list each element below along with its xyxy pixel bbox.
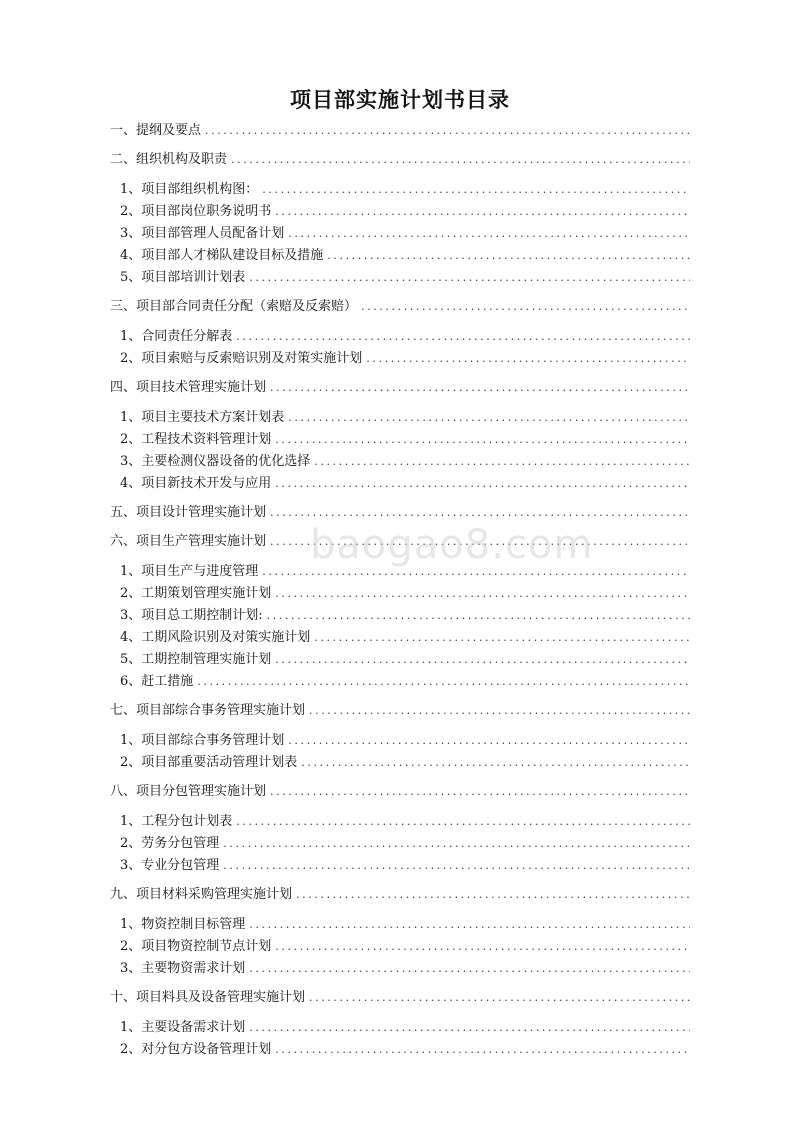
toc-entry-text: 2、工期策划管理实施计划 bbox=[120, 586, 272, 601]
toc-entry-text: 1、物资控制目标管理 bbox=[120, 917, 246, 932]
toc-entry-text: 1、主要设备需求计划 bbox=[120, 1020, 246, 1035]
toc-entry-text: 3、主要检测仪器设备的优化选择 bbox=[120, 454, 311, 469]
toc-subsection-entry bbox=[110, 223, 690, 245]
dot-leader bbox=[249, 958, 690, 980]
toc-section-entry bbox=[110, 149, 690, 171]
toc-entry-text: 2、劳务分包管理 bbox=[120, 836, 220, 851]
toc-subsection-entry bbox=[110, 179, 690, 201]
dot-leader bbox=[231, 149, 690, 171]
toc-entry-text: 六、项目生产管理实施计划 bbox=[110, 534, 267, 549]
dot-leader bbox=[309, 987, 690, 1009]
dot-leader bbox=[275, 473, 690, 495]
toc-entry-text: 1、项目主要技术方案计划表 bbox=[120, 410, 285, 425]
toc-entry-text: 2、项目索赔与反索赔识别及对策实施计划 bbox=[120, 351, 363, 366]
dot-leader bbox=[309, 700, 690, 722]
toc-section-entry bbox=[110, 987, 690, 1009]
dot-leader bbox=[270, 502, 690, 524]
dot-leader bbox=[249, 914, 690, 936]
dot-leader bbox=[236, 811, 690, 833]
toc-entry-text: 十、项目料具及设备管理实施计划 bbox=[110, 990, 306, 1005]
toc-subsection-entry bbox=[110, 267, 690, 289]
toc-entry-text: 3、项目部管理人员配备计划 bbox=[120, 226, 285, 241]
dot-leader bbox=[275, 201, 690, 223]
dot-leader bbox=[205, 120, 690, 142]
dot-leader bbox=[288, 730, 690, 752]
toc-entry-text: 五、项目设计管理实施计划 bbox=[110, 505, 267, 520]
toc-section-entry bbox=[110, 296, 690, 318]
toc-entry-text: 1、合同责任分解表 bbox=[120, 329, 233, 344]
document-title: 项目部实施计划书目录 bbox=[290, 88, 510, 112]
toc-subsection-entry bbox=[110, 605, 690, 627]
toc-subsection-entry bbox=[110, 855, 690, 877]
dot-leader bbox=[262, 561, 690, 583]
dot-leader bbox=[270, 531, 690, 553]
toc-section-entry bbox=[110, 377, 690, 399]
dot-leader bbox=[366, 348, 690, 370]
dot-leader bbox=[275, 936, 690, 958]
toc-subsection-entry bbox=[110, 833, 690, 855]
toc-section-entry bbox=[110, 700, 690, 722]
toc-entry-text: 4、项目部人才梯队建设目标及措施 bbox=[120, 248, 324, 263]
toc-subsection-entry bbox=[110, 326, 690, 348]
toc-subsection-entry bbox=[110, 348, 690, 370]
toc-entry-text: 九、项目材料采购管理实施计划 bbox=[110, 887, 293, 902]
dot-leader bbox=[270, 781, 690, 803]
dot-leader bbox=[249, 1017, 690, 1039]
toc-subsection-entry bbox=[110, 958, 690, 980]
toc-entry-text: 2、项目部岗位职务说明书 bbox=[120, 204, 272, 219]
toc-entry-text: 八、项目分包管理实施计划 bbox=[110, 784, 267, 799]
toc-subsection-entry bbox=[110, 583, 690, 605]
dot-leader bbox=[288, 407, 690, 429]
toc-subsection-entry bbox=[110, 671, 690, 693]
toc-entry-text: 3、项目总工期控制计划: bbox=[120, 608, 263, 623]
toc-entry-text: 3、专业分包管理 bbox=[120, 858, 220, 873]
toc-entry-text: 5、工期控制管理实施计划 bbox=[120, 652, 272, 667]
toc-section-entry bbox=[110, 502, 690, 524]
toc-entry-text: 1、项目部综合事务管理计划 bbox=[120, 733, 285, 748]
toc-entry-text: 2、对分包方设备管理计划 bbox=[120, 1042, 272, 1057]
toc-entry-text: 1、项目部组织机构图： bbox=[120, 182, 259, 197]
dot-leader bbox=[301, 752, 690, 774]
toc-entry-text: 1、项目生产与进度管理 bbox=[120, 564, 259, 579]
dot-leader bbox=[197, 671, 690, 693]
toc-section-entry bbox=[110, 531, 690, 553]
watermark: baogao8.com bbox=[310, 522, 594, 568]
toc-entry-text: 5、项目部培训计划表 bbox=[120, 270, 246, 285]
toc-subsection-entry bbox=[110, 811, 690, 833]
dot-leader bbox=[314, 451, 690, 473]
dot-leader bbox=[236, 326, 690, 348]
dot-leader bbox=[288, 223, 690, 245]
toc-entry-text: 三、项目部合同责任分配（索赔及反索赔） bbox=[110, 299, 358, 314]
dot-leader bbox=[223, 855, 690, 877]
dot-leader bbox=[327, 245, 690, 267]
toc-entry-text: 2、项目物资控制节点计划 bbox=[120, 939, 272, 954]
toc-subsection-entry bbox=[110, 561, 690, 583]
dot-leader bbox=[314, 627, 690, 649]
toc-entry-text: 四、项目技术管理实施计划 bbox=[110, 380, 267, 395]
toc-entry-text: 一、提纲及要点 bbox=[110, 123, 202, 138]
toc-subsection-entry bbox=[110, 407, 690, 429]
toc-subsection-entry bbox=[110, 245, 690, 267]
toc-subsection-entry bbox=[110, 451, 690, 473]
toc-subsection-entry bbox=[110, 730, 690, 752]
dot-leader bbox=[275, 583, 690, 605]
dot-leader bbox=[296, 884, 690, 906]
toc-subsection-entry bbox=[110, 649, 690, 671]
toc-entry-text: 2、项目部重要活动管理计划表 bbox=[120, 755, 298, 770]
toc-entry-text: 6、赶工措施 bbox=[120, 674, 194, 689]
dot-leader bbox=[361, 296, 690, 318]
dot-leader bbox=[275, 1039, 690, 1061]
toc-entry-text: 4、项目新技术开发与应用 bbox=[120, 476, 272, 491]
toc-subsection-entry bbox=[110, 1039, 690, 1061]
toc-subsection-entry bbox=[110, 752, 690, 774]
dot-leader bbox=[262, 179, 690, 201]
toc-subsection-entry bbox=[110, 429, 690, 451]
toc-entry-text: 4、工期风险识别及对策实施计划 bbox=[120, 630, 311, 645]
dot-leader bbox=[267, 605, 690, 627]
dot-leader bbox=[223, 833, 690, 855]
toc-subsection-entry bbox=[110, 473, 690, 495]
toc-entry-text: 3、主要物资需求计划 bbox=[120, 961, 246, 976]
toc-subsection-entry bbox=[110, 1017, 690, 1039]
dot-leader bbox=[275, 429, 690, 451]
toc-entry-text: 2、工程技术资料管理计划 bbox=[120, 432, 272, 447]
dot-leader bbox=[249, 267, 690, 289]
toc-subsection-entry bbox=[110, 201, 690, 223]
toc-entry-text: 1、工程分包计划表 bbox=[120, 814, 233, 829]
toc-subsection-entry bbox=[110, 936, 690, 958]
dot-leader bbox=[270, 377, 690, 399]
toc-subsection-entry bbox=[110, 627, 690, 649]
toc-entry-text: 七、项目部综合事务管理实施计划 bbox=[110, 703, 306, 718]
dot-leader bbox=[275, 649, 690, 671]
toc-entry-text: 二、组织机构及职责 bbox=[110, 152, 228, 167]
toc-section-entry bbox=[110, 884, 690, 906]
toc-section-entry bbox=[110, 120, 690, 142]
toc-section-entry bbox=[110, 781, 690, 803]
toc-subsection-entry bbox=[110, 914, 690, 936]
table-of-contents bbox=[110, 120, 690, 1061]
